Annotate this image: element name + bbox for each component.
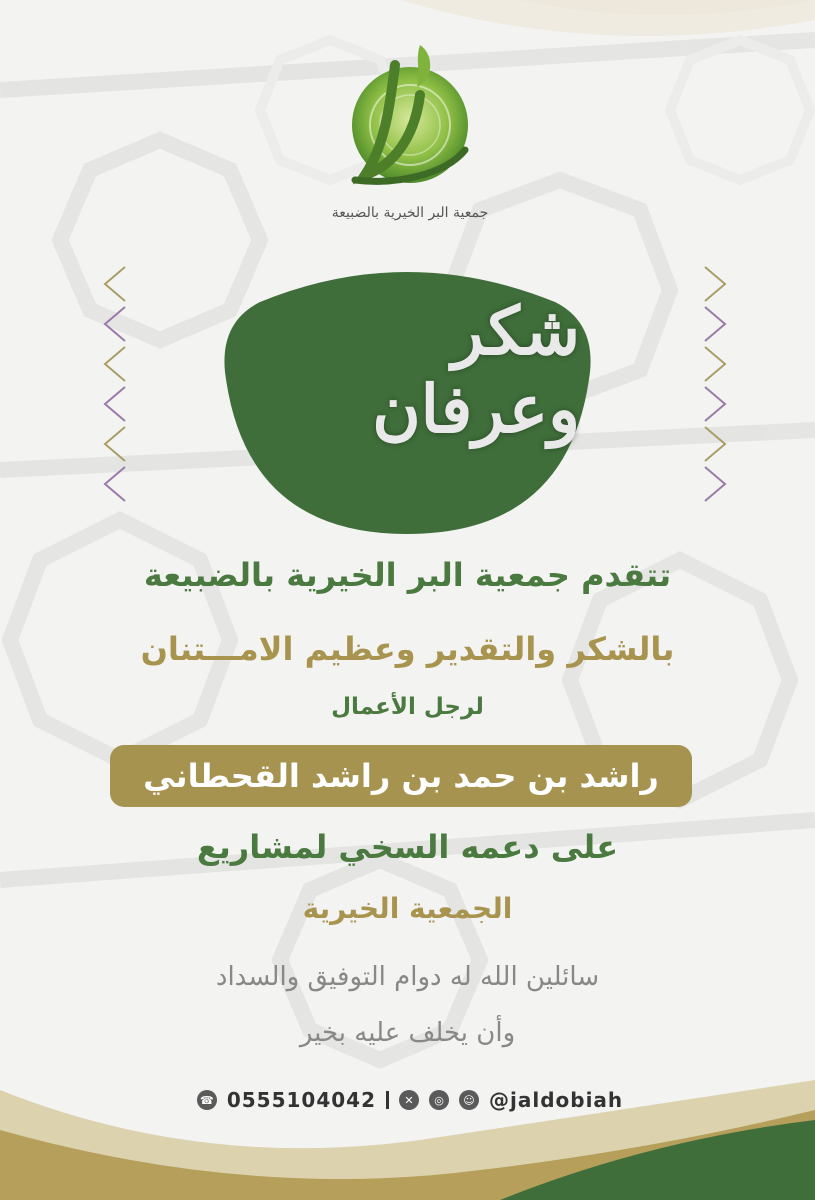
phone-icon[interactable]: ☎	[197, 1090, 217, 1110]
association-logo	[325, 25, 495, 235]
footer-separator	[386, 1091, 389, 1109]
chevron-decoration-left	[95, 262, 135, 502]
x-icon[interactable]: ✕	[399, 1090, 419, 1110]
social-handle[interactable]: @jaldobiah	[489, 1088, 624, 1112]
snapchat-icon[interactable]: ☺	[459, 1090, 479, 1110]
logo-caption: جمعية البر الخيرية بالضبيعة	[331, 205, 489, 221]
recipient-name-banner	[110, 745, 692, 807]
recipient-name: راشد بن حمد بن راشد القحطاني	[143, 757, 659, 795]
support-line: على دعمه السخي لمشاريع	[196, 828, 619, 866]
gratitude-line: بالشكر والتقدير وعظيم الامـــتنان	[140, 630, 675, 668]
phone-number[interactable]: 0555104042	[226, 1088, 376, 1112]
blessing-line: وأن يخلف عليه بخير	[299, 1018, 516, 1048]
intro-line: تتقدم جمعية البر الخيرية بالضبيعة	[143, 556, 672, 594]
projects-line: الجمعية الخيرية	[302, 892, 513, 925]
recipient-title: لرجل الأعمال	[331, 694, 484, 720]
bottom-wave-decoration	[0, 1050, 815, 1200]
chevron-decoration-right	[695, 262, 735, 502]
prayer-line: سائلين الله له دوام التوفيق والسداد	[215, 962, 600, 992]
instagram-icon[interactable]: ◎	[429, 1090, 449, 1110]
contact-footer	[170, 1085, 650, 1115]
thanks-calligraphy-title: شكر وعرفان	[372, 292, 580, 448]
